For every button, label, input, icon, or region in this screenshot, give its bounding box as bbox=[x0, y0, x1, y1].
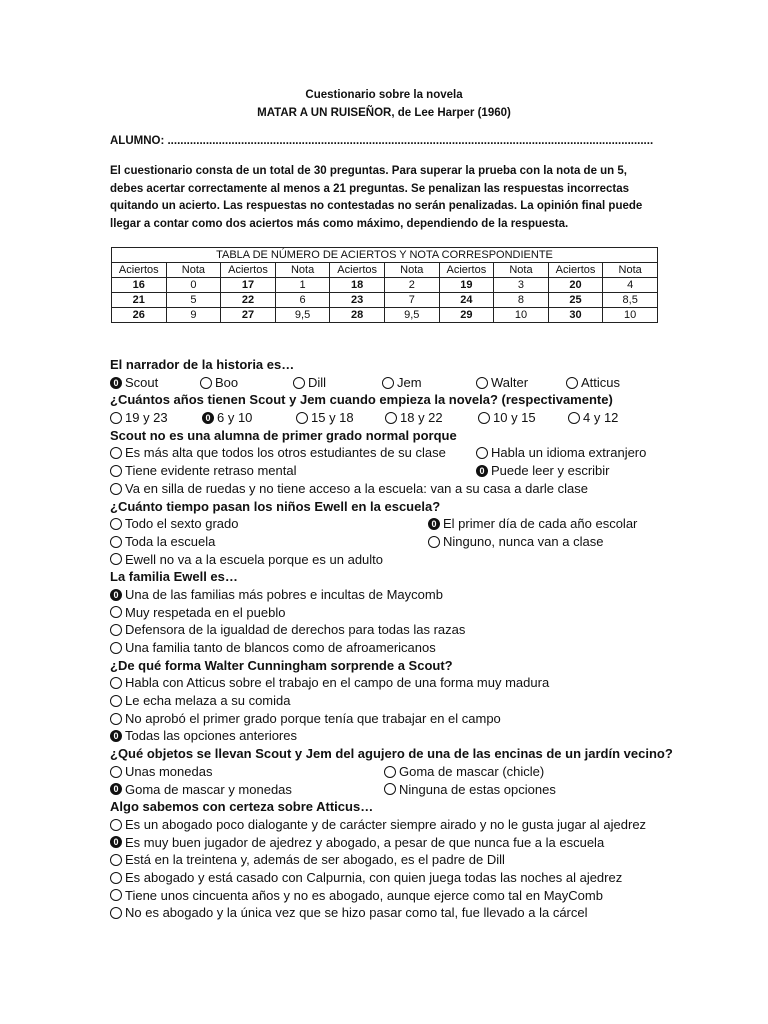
answer-option-label: Todas las opciones anteriores bbox=[125, 728, 297, 744]
answer-option-label: No es abogado y la única vez que se hizo pasar como tal, fue llevado a la cárcel bbox=[125, 905, 588, 921]
answer-option[interactable] bbox=[202, 409, 252, 427]
answer-option[interactable] bbox=[110, 444, 446, 462]
aciertos-cell: 23 bbox=[330, 293, 385, 308]
grade-table-header-cell: Nota bbox=[275, 263, 330, 278]
answer-option-label: Tiene unos cincuenta años y no es abogado, aunque ejerce como tal en MayComb bbox=[125, 887, 603, 903]
answer-option[interactable] bbox=[110, 710, 501, 728]
answer-option[interactable] bbox=[110, 515, 238, 533]
radio-empty-icon[interactable] bbox=[200, 377, 212, 389]
answer-option[interactable] bbox=[110, 604, 285, 622]
answer-option-label: 4 y 12 bbox=[583, 410, 619, 426]
radio-empty-icon[interactable] bbox=[566, 377, 578, 389]
answer-option[interactable] bbox=[110, 692, 290, 710]
option-row bbox=[110, 480, 670, 498]
answer-option-label: Dill bbox=[308, 374, 327, 390]
radio-empty-icon[interactable] bbox=[110, 412, 122, 424]
radio-empty-icon[interactable] bbox=[110, 713, 122, 725]
answer-option[interactable] bbox=[110, 763, 212, 781]
radio-empty-icon[interactable] bbox=[110, 819, 122, 831]
aciertos-cell: 20 bbox=[548, 278, 603, 293]
grade-table-row bbox=[112, 278, 658, 293]
answer-option-label: Es abogado y está casado con Calpurnia, con quien juega todas las noches al ajedrez bbox=[125, 869, 623, 885]
answer-option[interactable] bbox=[110, 887, 603, 905]
nota-cell: 8,5 bbox=[603, 293, 658, 308]
option-row bbox=[110, 727, 670, 745]
aciertos-cell: 25 bbox=[548, 293, 603, 308]
option-row bbox=[110, 851, 670, 869]
question-text: ¿Qué objetos se llevan Scout y Jem del agujero de una de las encinas de un jardín vecino? bbox=[110, 746, 673, 762]
option-row bbox=[110, 692, 670, 710]
answer-option[interactable] bbox=[110, 551, 383, 569]
aciertos-cell: 17 bbox=[221, 278, 276, 293]
radio-empty-icon[interactable] bbox=[110, 447, 122, 459]
radio-empty-icon[interactable] bbox=[110, 606, 122, 618]
answer-option-label: Todo el sexto grado bbox=[125, 516, 239, 532]
nota-cell: 9,5 bbox=[384, 308, 439, 323]
answer-option-label: Jem bbox=[397, 374, 422, 390]
answer-option[interactable] bbox=[296, 409, 354, 427]
answer-option[interactable] bbox=[478, 409, 536, 427]
aciertos-cell: 18 bbox=[330, 278, 385, 293]
question-text: ¿Cuánto tiempo pasan los niños Ewell en la escuela? bbox=[110, 498, 441, 514]
option-row bbox=[110, 586, 670, 604]
radio-empty-icon[interactable] bbox=[428, 536, 440, 548]
radio-selected-icon[interactable]: 0 bbox=[110, 377, 122, 389]
answer-option[interactable] bbox=[384, 763, 544, 781]
nota-cell: 10 bbox=[603, 308, 658, 323]
answer-option-label: Walter bbox=[491, 374, 529, 390]
radio-selected-icon[interactable]: 0 bbox=[110, 836, 122, 848]
grade-table-body bbox=[112, 278, 658, 323]
answer-option-label: Goma de mascar (chicle) bbox=[399, 763, 545, 779]
grade-table-header-cell: Aciertos bbox=[112, 263, 167, 278]
answer-option[interactable] bbox=[110, 462, 297, 480]
grade-table-header-cell: Aciertos bbox=[330, 263, 385, 278]
option-row bbox=[110, 444, 670, 462]
grade-table-header-cell: Nota bbox=[494, 263, 549, 278]
instructions-paragraph: El cuestionario consta de un total de 30 preguntas. Para superar la prueba con la nota de un 5, debes acertar correctamente al menos a 21 preguntas. Se penalizan las respuestas incorrectas quitando un acierto. Las respuestas no contestadas no serán penalizadas. La opinión final puede llegar a contar como dos aciertos más como máximo, dependiendo de la respuesta. bbox=[110, 165, 643, 230]
option-row bbox=[110, 710, 670, 728]
aciertos-cell: 30 bbox=[548, 308, 603, 323]
option-row bbox=[110, 621, 670, 639]
answer-option[interactable] bbox=[110, 904, 588, 922]
answer-option[interactable] bbox=[110, 674, 549, 692]
answer-option-label: Es más alta que todos los otros estudiantes de su clase bbox=[125, 445, 446, 461]
grade-table-header-cell: Nota bbox=[384, 263, 439, 278]
aciertos-cell: 16 bbox=[112, 278, 167, 293]
answer-option-label: El primer día de cada año escolar bbox=[443, 516, 638, 532]
answer-option-label: Es un abogado poco dialogante y de carácter siempre airado y no le gusta jugar al ajedrez bbox=[125, 816, 647, 832]
radio-empty-icon[interactable] bbox=[296, 412, 308, 424]
answer-option-label: Le echa melaza a su comida bbox=[125, 693, 291, 709]
title-line-2: MATAR A UN RUISEÑOR, de Lee Harper (1960) bbox=[257, 107, 511, 119]
grade-table-header-cell: Aciertos bbox=[221, 263, 276, 278]
question-list bbox=[110, 356, 673, 922]
answer-option-label: Puede leer y escribir bbox=[491, 463, 610, 479]
answer-option[interactable] bbox=[384, 781, 556, 799]
option-row bbox=[110, 781, 670, 799]
option-row bbox=[110, 887, 670, 905]
option-row bbox=[110, 515, 670, 533]
aciertos-cell: 28 bbox=[330, 308, 385, 323]
answer-option-label: Tiene evidente retraso mental bbox=[125, 463, 297, 479]
answer-option-label: No aprobó el primer grado porque tenía que trabajar en el campo bbox=[125, 710, 501, 726]
grade-table-header-cell: Nota bbox=[603, 263, 658, 278]
question-text: La familia Ewell es… bbox=[110, 569, 238, 585]
option-row bbox=[110, 816, 670, 834]
option-row bbox=[110, 869, 670, 887]
radio-empty-icon[interactable] bbox=[476, 447, 488, 459]
option-row bbox=[110, 409, 670, 427]
nota-cell: 2 bbox=[384, 278, 439, 293]
aciertos-cell: 21 bbox=[112, 293, 167, 308]
answer-option-label: Una familia tanto de blancos como de afroamericanos bbox=[125, 640, 436, 655]
radio-empty-icon[interactable] bbox=[110, 766, 122, 778]
answer-option[interactable] bbox=[110, 816, 646, 834]
answer-option[interactable] bbox=[110, 480, 588, 498]
nota-cell: 3 bbox=[494, 278, 549, 293]
radio-selected-icon[interactable]: 0 bbox=[110, 730, 122, 742]
option-row bbox=[110, 551, 670, 569]
aciertos-cell: 27 bbox=[221, 308, 276, 323]
grade-table bbox=[111, 247, 658, 323]
answer-option-label: 15 y 18 bbox=[311, 410, 354, 426]
answer-option[interactable] bbox=[428, 533, 603, 551]
nota-cell: 10 bbox=[494, 308, 549, 323]
question-text: El narrador de la historia es… bbox=[110, 357, 295, 372]
option-row bbox=[110, 639, 670, 657]
answer-option[interactable] bbox=[110, 621, 465, 639]
option-row bbox=[110, 763, 670, 781]
radio-empty-icon[interactable] bbox=[110, 624, 122, 636]
radio-selected-icon[interactable]: 0 bbox=[428, 518, 440, 530]
title-line-1: Cuestionario sobre la novela bbox=[305, 89, 463, 101]
radio-empty-icon[interactable] bbox=[385, 412, 397, 424]
grade-table-header-cell: Nota bbox=[166, 263, 221, 278]
answer-option[interactable] bbox=[476, 444, 646, 462]
answer-option-label: 18 y 22 bbox=[400, 410, 443, 426]
option-row bbox=[110, 462, 670, 480]
answer-option[interactable] bbox=[200, 374, 238, 392]
answer-option[interactable] bbox=[110, 586, 443, 604]
radio-empty-icon[interactable] bbox=[382, 377, 394, 389]
answer-option-label: Ninguno, nunca van a clase bbox=[443, 533, 604, 549]
radio-empty-icon[interactable] bbox=[478, 412, 490, 424]
answer-option-label: 10 y 15 bbox=[493, 410, 536, 426]
answer-option-label: Habla un idioma extranjero bbox=[491, 445, 647, 461]
radio-empty-icon[interactable] bbox=[476, 377, 488, 389]
document-title bbox=[0, 86, 768, 122]
student-name-field[interactable]: ALUMNO: ........................................................................................................................................................ bbox=[110, 135, 654, 147]
answer-option[interactable] bbox=[110, 869, 622, 887]
answer-option-label: Ewell no va a la escuela porque es un adulto bbox=[125, 551, 384, 567]
radio-empty-icon[interactable] bbox=[110, 872, 122, 884]
answer-option[interactable] bbox=[476, 374, 528, 392]
question-text: Scout no es una alumna de primer grado normal porque bbox=[110, 427, 457, 443]
answer-option-label: Scout bbox=[125, 374, 159, 390]
nota-cell: 0 bbox=[166, 278, 221, 293]
answer-option[interactable] bbox=[293, 374, 326, 392]
aciertos-cell: 19 bbox=[439, 278, 494, 293]
option-row bbox=[110, 834, 670, 852]
radio-empty-icon[interactable] bbox=[110, 553, 122, 565]
radio-selected-icon[interactable]: 0 bbox=[110, 589, 122, 601]
answer-option-label: Está en la treintena y, además de ser abogado, es el padre de Dill bbox=[125, 852, 505, 868]
answer-option[interactable] bbox=[110, 851, 505, 869]
question-text: Algo sabemos con certeza sobre Atticus… bbox=[110, 799, 374, 815]
aciertos-cell: 22 bbox=[221, 293, 276, 308]
answer-option-label: 6 y 10 bbox=[217, 410, 253, 426]
nota-cell: 4 bbox=[603, 278, 658, 293]
answer-option-label: Unas monedas bbox=[125, 763, 213, 779]
aciertos-cell: 26 bbox=[112, 308, 167, 323]
option-row bbox=[110, 533, 670, 551]
answer-option[interactable] bbox=[110, 533, 215, 551]
option-row bbox=[110, 674, 670, 692]
answer-option-label: Muy respetada en el pueblo bbox=[125, 604, 286, 620]
nota-cell: 7 bbox=[384, 293, 439, 308]
radio-empty-icon[interactable] bbox=[110, 642, 122, 654]
grade-table-row bbox=[112, 308, 658, 323]
nota-cell: 1 bbox=[275, 278, 330, 293]
answer-option-label: Va en silla de ruedas y no tiene acceso a la escuela: van a su casa a darle clase bbox=[125, 480, 588, 496]
question-text: ¿Cuántos años tienen Scout y Jem cuando empieza la novela? (respectivamente) bbox=[110, 392, 613, 408]
radio-empty-icon[interactable] bbox=[110, 695, 122, 707]
nota-cell: 6 bbox=[275, 293, 330, 308]
radio-empty-icon[interactable] bbox=[110, 854, 122, 866]
nota-cell: 5 bbox=[166, 293, 221, 308]
answer-option-label: Ninguna de estas opciones bbox=[399, 781, 556, 797]
answer-option[interactable] bbox=[110, 639, 436, 657]
radio-empty-icon[interactable] bbox=[110, 907, 122, 919]
answer-option-label: 19 y 23 bbox=[125, 410, 168, 426]
radio-empty-icon[interactable] bbox=[110, 518, 122, 530]
question-text: ¿De qué forma Walter Cunningham sorprende a Scout? bbox=[110, 657, 453, 673]
aciertos-cell: 24 bbox=[439, 293, 494, 308]
radio-empty-icon[interactable] bbox=[384, 766, 396, 778]
answer-option[interactable] bbox=[476, 462, 610, 480]
answer-option-label: Es muy buen jugador de ajedrez y abogado, a pesar de que nunca fue a la escuela bbox=[125, 834, 605, 850]
radio-selected-icon[interactable]: 0 bbox=[476, 465, 488, 477]
grade-table-row bbox=[112, 293, 658, 308]
nota-cell: 9,5 bbox=[275, 308, 330, 323]
grade-table-title: TABLA DE NÚMERO DE ACIERTOS Y NOTA CORRESPONDIENTE bbox=[112, 248, 658, 263]
radio-empty-icon[interactable] bbox=[110, 465, 122, 477]
nota-cell: 8 bbox=[494, 293, 549, 308]
answer-option[interactable] bbox=[428, 515, 637, 533]
grade-table-header-cell: Aciertos bbox=[548, 263, 603, 278]
answer-option-label: Habla con Atticus sobre el trabajo en el campo de una forma muy madura bbox=[125, 675, 550, 691]
answer-option-label: Defensora de la igualdad de derechos para todas las razas bbox=[125, 622, 466, 638]
option-row bbox=[110, 374, 670, 392]
radio-empty-icon[interactable] bbox=[110, 483, 122, 495]
answer-option[interactable] bbox=[110, 409, 168, 427]
answer-option[interactable] bbox=[385, 409, 443, 427]
radio-empty-icon[interactable] bbox=[568, 412, 580, 424]
radio-empty-icon[interactable] bbox=[384, 783, 396, 795]
radio-empty-icon[interactable] bbox=[110, 677, 122, 689]
answer-option[interactable] bbox=[110, 374, 158, 392]
radio-empty-icon[interactable] bbox=[110, 536, 122, 548]
answer-option[interactable] bbox=[110, 727, 297, 745]
answer-option[interactable] bbox=[110, 834, 604, 852]
answer-option[interactable] bbox=[566, 374, 620, 392]
answer-option-label: Goma de mascar y monedas bbox=[125, 781, 292, 797]
radio-selected-icon[interactable]: 0 bbox=[202, 412, 214, 424]
answer-option-label: Toda la escuela bbox=[125, 533, 216, 549]
answer-option[interactable] bbox=[568, 409, 618, 427]
answer-option[interactable] bbox=[382, 374, 422, 392]
radio-selected-icon[interactable]: 0 bbox=[110, 783, 122, 795]
answer-option-label: Boo bbox=[215, 374, 239, 390]
answer-option-label: Atticus bbox=[581, 374, 621, 390]
nota-cell: 9 bbox=[166, 308, 221, 323]
grade-table-header bbox=[112, 263, 658, 278]
aciertos-cell: 29 bbox=[439, 308, 494, 323]
radio-empty-icon[interactable] bbox=[293, 377, 305, 389]
answer-option[interactable] bbox=[110, 781, 292, 799]
answer-option-label: Una de las familias más pobres e incultas de Maycomb bbox=[125, 586, 443, 602]
option-row bbox=[110, 604, 670, 622]
option-row bbox=[110, 904, 670, 922]
grade-table-header-cell: Aciertos bbox=[439, 263, 494, 278]
radio-empty-icon[interactable] bbox=[110, 889, 122, 901]
